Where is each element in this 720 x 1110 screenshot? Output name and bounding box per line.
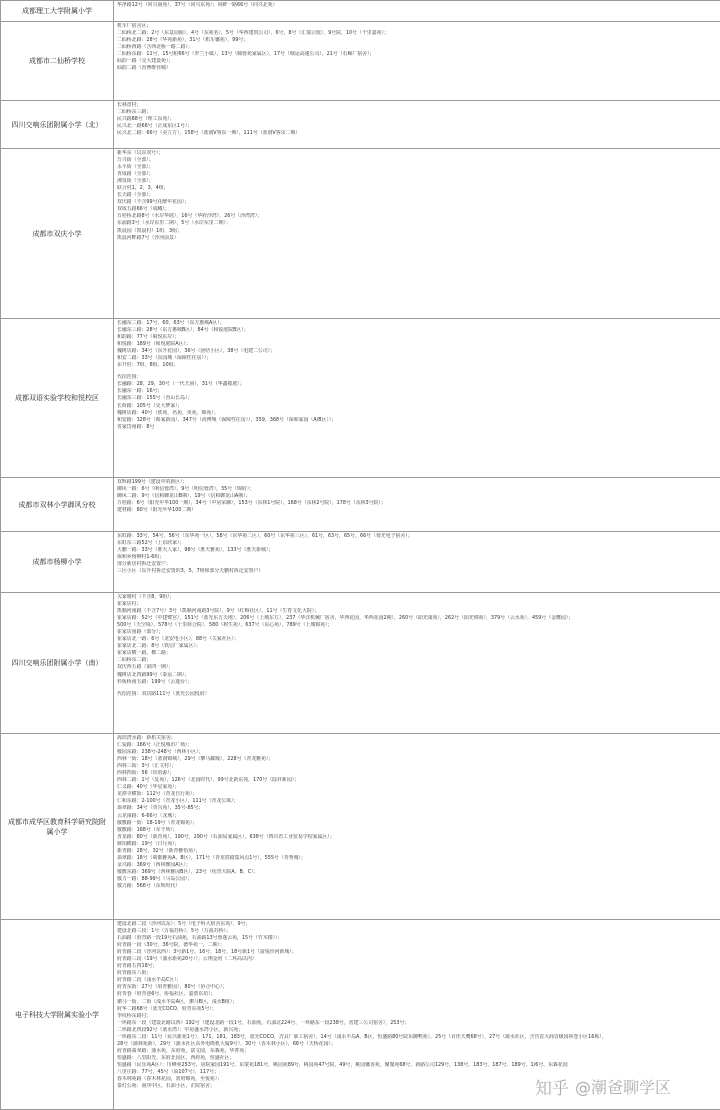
table-row bbox=[1, 149, 720, 319]
area-line: 仙韵二路（香博维佳城） bbox=[117, 65, 717, 72]
area-line: 部分新居村拆迁安置户； bbox=[117, 561, 717, 568]
area-line: 敬力路：566号（东辉时代） bbox=[117, 883, 717, 890]
area-line: 府华二路68号（蓝光COCO，府青东苑5号）； bbox=[117, 1006, 717, 1013]
area-line: 二仙桥西路（含西北桥一路二路）； bbox=[117, 44, 717, 51]
area-line: 府青路二段（浅水半岛C区）； bbox=[117, 977, 717, 984]
area-line: 东升村：7组，8组，10组； bbox=[117, 362, 717, 369]
area-line: 民兴路88号（理工东苑）； bbox=[117, 116, 717, 123]
area-line: 西林二路：1号（复苑），126号（北园时代），99号北新东苑，170号（陆祥新园）； bbox=[117, 777, 717, 784]
area-line: 长融东三路：155号（香山长岛）； bbox=[117, 395, 717, 402]
area-line: 府青路五四18号； bbox=[117, 963, 717, 970]
area-line: 泰灯公苑：南序中区，石油小区，正院宿舍； bbox=[117, 1083, 717, 1090]
area-line: 府青路一段（30号，36号院，德华苑一，二期）； bbox=[117, 942, 717, 949]
area-line: 一环路东二段：11号（民兴新苑1号），171，181，183号，蓝光COCO，刃具厂职工宿舍），14号（浅水半岛A，B区，恒盛路80号院东御鸭苑），25号（百佳天鹰68号），27号（蒲水社区，含宫首大商首级园荷苍小区16栋）， bbox=[117, 1034, 717, 1041]
area-line: 槐树店路：34号（东升花园），36号（团结小区），38号（电建二公司）； bbox=[117, 348, 717, 355]
area-line: 金兴路：369号（西林雅园A区）； bbox=[117, 862, 717, 869]
area-line: 长天路（全部）； bbox=[117, 192, 717, 199]
area-line: 驷马一街，二街（浅水半岛A区，驷马B区，浅水B组）； bbox=[117, 999, 717, 1006]
area-line: 李纹桥东路付； bbox=[117, 1013, 717, 1020]
area-line: 仁爱路：166号（正悦城市广场）； bbox=[117, 742, 717, 749]
area-line: 崔家店路：52号（中建鹭宫），151号（蓝光东方天地），206号（上城东方），237（华洋机械厂宿舍，华西花园，华西花园2期），260号（阳光康苑），262号（阳光锦苑），379号（云水苑），459号（金鹰园）； bbox=[117, 615, 717, 622]
area-line: 府青路翡翠路：蒲水苑，东府苑，富文圆，东森苑，华菁苑； bbox=[117, 1048, 717, 1055]
area-line: 建设北路二段（沙河以东）：5号（电子科大宿舍东苑），9号； bbox=[117, 921, 717, 928]
school-name: 四川交响乐团附属小学（南） bbox=[1, 593, 114, 734]
area-line: 华净路12号（同兴南苑），37号（同兴东苑）；同鲜一路66号（同兴北苑） bbox=[117, 2, 717, 9]
area-line: 敬敷路一街：18-19号（青龙锦苑）； bbox=[117, 820, 717, 827]
area-line: 御风二路：9号（信和御龙山B期），19号（信和御龙山A期）； bbox=[117, 493, 717, 500]
school-name: 成都市杨柳小学 bbox=[1, 532, 114, 593]
area-line: 仙韵一路（交大建设苑）； bbox=[117, 58, 717, 65]
area-line: 二仙桥北二路：2号（东景园囿），4号（东苑名），5号（华西建筑公司），6号，8号（汇瑞云庭），9号院，10号（千里嘉苑）； bbox=[117, 30, 717, 37]
school-name: 成都市二仙桥学校 bbox=[1, 22, 114, 101]
area-line: 杉板桥南五路：199号（云蓬台）； bbox=[117, 679, 717, 686]
area-line: 府青东街：27号（府青雅园），80号（协合中心）； bbox=[117, 984, 717, 991]
table-row bbox=[1, 22, 720, 101]
area-line: 翡翠路：34号（青兴苑），35号-85号； bbox=[117, 805, 717, 812]
area-line: 二环路北四段92号（蓝水湾）：中房盛水湾小区，新兴苑； bbox=[117, 1027, 717, 1034]
area-line: 崔家店北二路：8号（铁信厂家属区）； bbox=[117, 643, 717, 650]
area-line: 三区小区（东升村拆迁安置的3，5，7组和部分天鹏村拆迁安置户） bbox=[117, 568, 717, 575]
enrollment-area-cell bbox=[114, 593, 720, 734]
area-line: 东浦路3号（水岸东里二期），5号（水岸东里二期）； bbox=[117, 220, 717, 227]
area-line: 云龙南路：6-66号（龙城）； bbox=[117, 813, 717, 820]
school-name: 成都市双林小学御风分校 bbox=[1, 478, 114, 532]
area-line: 民兴北二路：66号（美立方），158号（蓝润V客东一期），111号（蓝润V客东二期） bbox=[117, 130, 717, 137]
area-line: 万桂桥北路8号（水岸华庭），16号（华府沙湾），26号（沙湾湾）； bbox=[117, 213, 717, 220]
table-row bbox=[1, 532, 720, 593]
area-line: 保和乡杨柳村1-6组； bbox=[117, 554, 717, 561]
table-body bbox=[1, 1, 720, 1110]
area-line: 龙潭寺横街：112号（青龙自行苑）； bbox=[117, 791, 717, 798]
area-line: 500号（天空境），578号（十里荷合院），580（树生苑），637号（东心苑），789号（上城锦苑）； bbox=[117, 622, 717, 629]
area-line: 28号（蒲林苑新），29号（蒲水社区东外电缆机大厦9号），30号（香木林小区），66号（天桥花园）； bbox=[117, 1041, 717, 1048]
school-name: 电子科技大学附属实验小学 bbox=[1, 920, 114, 1110]
area-line: 一环路东一段（建设北路以西）192号（建设北路一段1号，石油苑，石油北224号，一环路东一段238号，省建三公司宿舍），253号； bbox=[117, 1020, 717, 1027]
watermark-handle: @潮爸聊学区 bbox=[575, 1075, 671, 1098]
area-line: 代招范围：双店路111号（蓝光公园悦府） bbox=[117, 691, 717, 698]
area-line: 二仙桥东二路； bbox=[117, 657, 717, 664]
area-line: 建设北路三段：1号（万福苏桥），5号（万福苏桥）； bbox=[117, 928, 717, 935]
area-line: 恒盛路（民乐苑A区）：川峰苑253号，房院家园191号，东蒙苑181号，桃园苑89号，桃园苑47号院，49号，桃园馨香苑，聚餐苑68号，新路公司129号，138号，183号，187号，189号，1/6号，东森花园 bbox=[117, 1062, 717, 1069]
area-line: 崔家店南路（部分）； bbox=[117, 629, 717, 636]
area-line: 府青路二段（沙河以西）：3号新1号，16号，18号，18号新1号（富悦沙河新城）； bbox=[117, 949, 717, 956]
area-line: 敬力一路：88-99号（马岛公园）； bbox=[117, 876, 717, 883]
area-line: 槐树店路：40号（欣苑，名苑，英苑，锦苑）； bbox=[117, 410, 717, 417]
area-line: 和韵路：77号（蜀悦东岸）； bbox=[117, 334, 717, 341]
area-line: 联合村1，2，3，4组； bbox=[117, 185, 717, 192]
area-line: 凯晨河畔路7号（沙河前景） bbox=[117, 235, 717, 242]
area-line: 和悦路：189号（和悦庭院A区）； bbox=[117, 341, 717, 348]
area-line: 建材路：80号（阳光年华100二期） bbox=[117, 507, 717, 514]
area-line: 东虹路：33号，54号，56号（东华苑一区），58号（东华苑二区），60号（东华苑三区），61号，63号，65号，66号（蓉光电子宿舍）； bbox=[117, 533, 717, 540]
watermark-brand: 知乎 bbox=[535, 1074, 569, 1099]
enrollment-area-cell bbox=[114, 149, 720, 319]
area-line: 府青路三段（19号（蒲水新苑20号））；云翔金府（二环高以内） bbox=[117, 956, 717, 963]
area-line: 青成路（全部）； bbox=[117, 171, 717, 178]
area-line: 东虹东三路52号（上东欣家）； bbox=[117, 540, 717, 547]
enrollment-area-cell bbox=[114, 1, 720, 22]
area-line: 长融路：28，29，30号（一代天骄），31号（华鑫揽庭）； bbox=[117, 381, 717, 388]
area-line: 长融东三路：28号（东方惠城B区），84号（和悦庭院B区）； bbox=[117, 327, 717, 334]
area-line: 机车厂宿舍区； bbox=[117, 23, 717, 30]
watermark bbox=[535, 1066, 715, 1106]
enrollment-area-cell bbox=[114, 734, 720, 920]
area-line: 恒盛路：八里阳光，东府北园区，西府苑，恒盛社区； bbox=[117, 1055, 717, 1062]
area-line: 省家岱南路：8号 bbox=[117, 424, 717, 431]
area-line: 府青巷（府青巷6号，协福社区，嘉蕾东坊）； bbox=[117, 991, 717, 998]
area-line: 长融东二路：17号，60，63号（东方惠城A区）； bbox=[117, 320, 717, 327]
enrollment-area-cell bbox=[114, 319, 720, 478]
area-line: 翡翠路：18号（蜀都雅苑A，B区），171号（青龙铁路集风点1号），555号（青秀城）； bbox=[117, 855, 717, 862]
area-line: 春木林苑路（春木林花园，蓝府锦苑，至悦苑）； bbox=[117, 1076, 717, 1083]
area-line: 长荷路：105号（交大梦家）； bbox=[117, 403, 717, 410]
area-line: 凯晨园（凯晨村）1组，3组； bbox=[117, 228, 717, 235]
school-name: 成都理工大学附属小学 bbox=[1, 1, 114, 22]
area-line: 石油路（府青路一段19号石油苑，石油路13号蓉蓬云苑，15号（竹木楼））； bbox=[117, 935, 717, 942]
area-line: 青龙路：80号（新青苑），190号，290号（石油局家属区），638号（四川省工业贸易学校家属区）； bbox=[117, 834, 717, 841]
table-row bbox=[1, 1, 720, 22]
enrollment-area-cell bbox=[114, 22, 720, 101]
area-line: 和安二路：33号（东园城（保障性住房））； bbox=[117, 355, 717, 362]
area-line: 二仙桥北路：28号（华苑新苑），31号（机车馨苑），99号； bbox=[117, 37, 717, 44]
area-line: 沸泉街（全部）； bbox=[117, 178, 717, 185]
area-line: 敬敷路：168号（军干所）； bbox=[117, 827, 717, 834]
area-line: 代招范围： bbox=[117, 374, 717, 381]
area-line: 槐树店北四路99号（泰运二期）； bbox=[117, 672, 717, 679]
area-line: 崔家店北一路：6号（龙安电小区），88号（关家社区）； bbox=[117, 636, 717, 643]
area-line: 御风一路：6号（明信蓉湾），9号（明信蓉湾），35号（锦府）； bbox=[117, 486, 717, 493]
area-line: 敬敷东路：369号（西林雅园B区），23号（绍青大院A，B，C）； bbox=[117, 869, 717, 876]
area-line: 府青路东八街； bbox=[117, 970, 717, 977]
area-line: 海滨湾水路：新机关宿舍； bbox=[117, 735, 717, 742]
school-name: 四川交响乐团附属小学（北） bbox=[1, 101, 114, 149]
enrollment-area-cell bbox=[114, 532, 720, 593]
area-line: 万兴街（全部）； bbox=[117, 157, 717, 164]
area-line: 西林三街：3号（汇文村）； bbox=[117, 763, 717, 770]
area-line: 新华东（以东双号）； bbox=[117, 150, 717, 157]
area-line: 长融东一路：16号； bbox=[117, 388, 717, 395]
area-line: 双庆西五路（第四一期）； bbox=[117, 664, 717, 671]
area-line: 和安路：328号（蔡家新园），347号（尚博城（保障性住房）），359，368号（保和家园（A/B区））； bbox=[117, 417, 717, 424]
table-row bbox=[1, 319, 720, 478]
area-line: 崔家店村； bbox=[117, 601, 717, 608]
area-line: 双辉路199号（建设中的新区）； bbox=[117, 479, 717, 486]
enrollment-area-cell bbox=[114, 478, 720, 532]
area-line: 西林一街：18号（蓝润锦城），29号（攀马藏城），228号（青龙雅苑）； bbox=[117, 756, 717, 763]
area-line: 关家塘村（不含8，9组）； bbox=[117, 594, 717, 601]
area-line: 万桂路：6号（阳光年华100一期），34号（中房荣御），153号（东林1号院），168号（东林2号院），178号（东林3号院）； bbox=[117, 500, 717, 507]
area-line: 仁和东路：2-100号（青龙小区），111号（青龙公寓）； bbox=[117, 798, 717, 805]
area-line: 新青路：28号，32号（新青雅怡苑）； bbox=[117, 848, 717, 855]
school-name: 成都双语实验学校和悦校区 bbox=[1, 319, 114, 478]
area-line: 永平街（全部）； bbox=[117, 164, 717, 171]
table-row bbox=[1, 478, 720, 532]
area-line: 八里庄路：77号，45号（原107号），117号； bbox=[117, 1069, 717, 1076]
area-line: 仁义路：40号（华星家苑）； bbox=[117, 784, 717, 791]
area-line: 天鹏一路：33号（胜天人家），98号（胜天雅苑），133号（胜天新城）； bbox=[117, 547, 717, 554]
area-line: 二仙桥东三路； bbox=[117, 109, 717, 116]
area-line: 二仙桥东路：11号，15号附66号（罗兰小镇），13号（腾蓉苑家属区），17号（城运高速公司），21号（石鲸厂宿舍）； bbox=[117, 51, 717, 58]
area-line: 凯顺河南路（不含7号）3号（凯顺河南路3号院），9号（红梅社区），11号（生育文化大院）； bbox=[117, 608, 717, 615]
area-line: 民兴北一路66号（正成东区1号）； bbox=[117, 123, 717, 130]
table-row bbox=[1, 101, 720, 149]
area-line: 长林盘村； bbox=[117, 102, 717, 109]
area-line: 敬园东路：238号-248号（西林小区）； bbox=[117, 749, 717, 756]
table-row bbox=[1, 593, 720, 734]
school-name: 成都市双庆小学 bbox=[1, 149, 114, 319]
area-line: 西林四街：56（玖府源）； bbox=[117, 770, 717, 777]
area-line: 双成五路66号（成曦）； bbox=[117, 206, 717, 213]
area-line: 双庆路（不含99号花醉年花园）； bbox=[117, 199, 717, 206]
area-line: 崔家店横一路，横二路； bbox=[117, 650, 717, 657]
table-row bbox=[1, 734, 720, 920]
school-name: 成都市成华区教育科学研究院附属小学 bbox=[1, 734, 114, 920]
area-line: 琥珀横路：19号（日月苑）； bbox=[117, 841, 717, 848]
enrollment-area-cell bbox=[114, 101, 720, 149]
